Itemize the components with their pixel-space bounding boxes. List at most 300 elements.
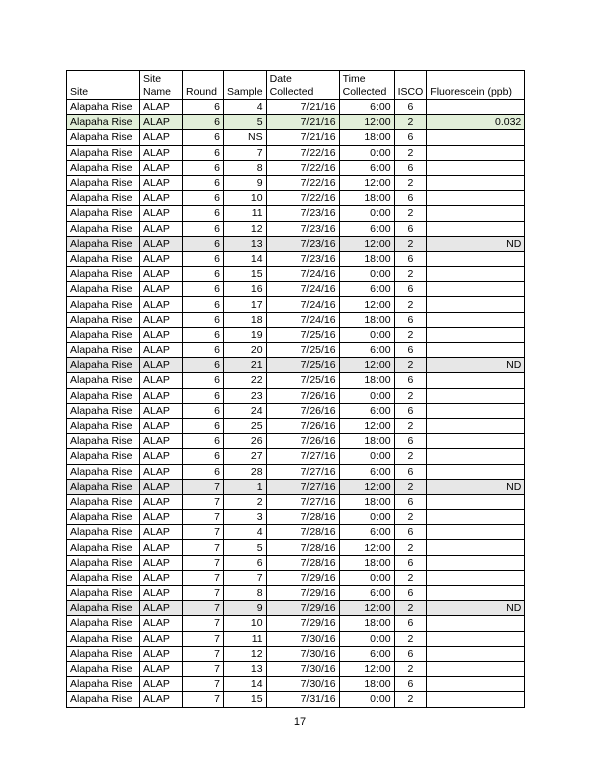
cell-fluorescein: [427, 191, 525, 206]
cell-site: Alapaha Rise: [67, 282, 140, 297]
cell-time: 0:00: [339, 631, 394, 646]
cell-isco: 2: [394, 570, 427, 585]
cell-fluorescein: [427, 251, 525, 266]
cell-sample: 28: [224, 464, 267, 479]
header-sample: Sample: [224, 71, 267, 100]
cell-site-name: ALAP: [140, 115, 183, 130]
table-row: [67, 297, 525, 312]
page-number: 17: [293, 716, 307, 728]
cell-time: 6:00: [339, 100, 394, 115]
cell-site: Alapaha Rise: [67, 434, 140, 449]
cell-site: Alapaha Rise: [67, 479, 140, 494]
cell-isco: 6: [394, 312, 427, 327]
cell-sample: 27: [224, 449, 267, 464]
cell-round: 6: [183, 327, 224, 342]
cell-round: 7: [183, 570, 224, 585]
cell-sample: 18: [224, 312, 267, 327]
cell-fluorescein: [427, 434, 525, 449]
cell-site-name: ALAP: [140, 464, 183, 479]
cell-sample: 19: [224, 327, 267, 342]
cell-time: 18:00: [339, 251, 394, 266]
cell-isco: 6: [394, 160, 427, 175]
cell-isco: 2: [394, 540, 427, 555]
table-row: [67, 267, 525, 282]
table-row: [67, 434, 525, 449]
cell-round: 7: [183, 601, 224, 616]
cell-site-name: ALAP: [140, 631, 183, 646]
cell-site: Alapaha Rise: [67, 418, 140, 433]
cell-fluorescein: [427, 586, 525, 601]
cell-round: 6: [183, 343, 224, 358]
cell-round: 6: [183, 373, 224, 388]
cell-site: Alapaha Rise: [67, 267, 140, 282]
cell-fluorescein: ND: [427, 601, 525, 616]
cell-fluorescein: [427, 388, 525, 403]
cell-round: 6: [183, 175, 224, 190]
cell-time: 0:00: [339, 145, 394, 160]
cell-date: 7/31/16: [266, 692, 339, 707]
cell-site-name: ALAP: [140, 525, 183, 540]
cell-isco: 6: [394, 191, 427, 206]
cell-isco: 2: [394, 358, 427, 373]
cell-round: 6: [183, 130, 224, 145]
table-row: [67, 677, 525, 692]
cell-sample: 9: [224, 175, 267, 190]
cell-fluorescein: [427, 343, 525, 358]
header-round: Round: [183, 71, 224, 100]
cell-sample: 21: [224, 358, 267, 373]
cell-date: 7/28/16: [266, 555, 339, 570]
cell-isco: 2: [394, 601, 427, 616]
table-row: [67, 373, 525, 388]
cell-isco: 6: [394, 677, 427, 692]
cell-date: 7/29/16: [266, 570, 339, 585]
cell-site-name: ALAP: [140, 418, 183, 433]
cell-site: Alapaha Rise: [67, 236, 140, 251]
cell-site-name: ALAP: [140, 601, 183, 616]
cell-isco: 6: [394, 373, 427, 388]
cell-sample: 3: [224, 510, 267, 525]
cell-site: Alapaha Rise: [67, 692, 140, 707]
cell-site-name: ALAP: [140, 343, 183, 358]
cell-time: 0:00: [339, 327, 394, 342]
cell-site-name: ALAP: [140, 616, 183, 631]
cell-sample: 7: [224, 145, 267, 160]
cell-date: 7/22/16: [266, 175, 339, 190]
cell-sample: 22: [224, 373, 267, 388]
cell-round: 7: [183, 692, 224, 707]
cell-sample: 8: [224, 586, 267, 601]
cell-round: 6: [183, 115, 224, 130]
cell-site-name: ALAP: [140, 586, 183, 601]
cell-date: 7/23/16: [266, 221, 339, 236]
table-row: [67, 403, 525, 418]
cell-round: 6: [183, 434, 224, 449]
cell-site: Alapaha Rise: [67, 601, 140, 616]
cell-fluorescein: [427, 130, 525, 145]
cell-round: 7: [183, 586, 224, 601]
cell-round: 6: [183, 191, 224, 206]
cell-sample: 13: [224, 236, 267, 251]
cell-time: 6:00: [339, 221, 394, 236]
cell-date: 7/29/16: [266, 586, 339, 601]
cell-round: 6: [183, 221, 224, 236]
cell-date: 7/27/16: [266, 464, 339, 479]
cell-time: 0:00: [339, 449, 394, 464]
data-table: [66, 70, 525, 708]
cell-time: 0:00: [339, 206, 394, 221]
cell-date: 7/26/16: [266, 434, 339, 449]
cell-date: 7/30/16: [266, 646, 339, 661]
cell-site: Alapaha Rise: [67, 510, 140, 525]
cell-site: Alapaha Rise: [67, 206, 140, 221]
cell-date: 7/21/16: [266, 130, 339, 145]
cell-sample: 11: [224, 206, 267, 221]
cell-time: 6:00: [339, 403, 394, 418]
cell-site: Alapaha Rise: [67, 175, 140, 190]
cell-site-name: ALAP: [140, 251, 183, 266]
cell-round: 7: [183, 494, 224, 509]
table-row: [67, 312, 525, 327]
cell-sample: 12: [224, 646, 267, 661]
cell-sample: 17: [224, 297, 267, 312]
table-row: [67, 251, 525, 266]
cell-round: 6: [183, 251, 224, 266]
cell-fluorescein: [427, 449, 525, 464]
table-row: [67, 221, 525, 236]
cell-site-name: ALAP: [140, 449, 183, 464]
cell-fluorescein: [427, 510, 525, 525]
cell-sample: 15: [224, 692, 267, 707]
cell-fluorescein: [427, 418, 525, 433]
cell-date: 7/28/16: [266, 510, 339, 525]
cell-round: 7: [183, 479, 224, 494]
cell-isco: 2: [394, 510, 427, 525]
table-row: [67, 555, 525, 570]
cell-site: Alapaha Rise: [67, 464, 140, 479]
cell-isco: 2: [394, 297, 427, 312]
table-row: [67, 449, 525, 464]
table-row: [67, 631, 525, 646]
cell-time: 12:00: [339, 418, 394, 433]
cell-sample: 5: [224, 540, 267, 555]
cell-round: 7: [183, 616, 224, 631]
cell-round: 6: [183, 388, 224, 403]
cell-time: 18:00: [339, 616, 394, 631]
cell-time: 6:00: [339, 525, 394, 540]
cell-site-name: ALAP: [140, 692, 183, 707]
cell-round: 7: [183, 646, 224, 661]
header-time-collected: Time Collected: [339, 71, 394, 100]
cell-time: 12:00: [339, 358, 394, 373]
cell-site-name: ALAP: [140, 312, 183, 327]
cell-site-name: ALAP: [140, 160, 183, 175]
cell-site: Alapaha Rise: [67, 586, 140, 601]
cell-date: 7/23/16: [266, 236, 339, 251]
cell-isco: 6: [394, 221, 427, 236]
cell-site: Alapaha Rise: [67, 312, 140, 327]
cell-site-name: ALAP: [140, 175, 183, 190]
cell-fluorescein: [427, 221, 525, 236]
cell-date: 7/22/16: [266, 191, 339, 206]
cell-fluorescein: [427, 616, 525, 631]
cell-isco: 6: [394, 464, 427, 479]
header-fluorescein: Fluorescein (ppb): [427, 71, 525, 100]
cell-sample: 5: [224, 115, 267, 130]
cell-date: 7/21/16: [266, 115, 339, 130]
cell-sample: 23: [224, 388, 267, 403]
header-site: Site: [67, 71, 140, 100]
table-row: [67, 494, 525, 509]
cell-date: 7/25/16: [266, 358, 339, 373]
cell-sample: 26: [224, 434, 267, 449]
cell-sample: 14: [224, 677, 267, 692]
cell-fluorescein: [427, 206, 525, 221]
cell-isco: 2: [394, 236, 427, 251]
cell-isco: 2: [394, 175, 427, 190]
table-row: [67, 130, 525, 145]
cell-site-name: ALAP: [140, 403, 183, 418]
cell-isco: 2: [394, 145, 427, 160]
cell-time: 0:00: [339, 267, 394, 282]
cell-site: Alapaha Rise: [67, 388, 140, 403]
cell-site: Alapaha Rise: [67, 403, 140, 418]
cell-isco: 6: [394, 251, 427, 266]
cell-site: Alapaha Rise: [67, 191, 140, 206]
cell-round: 6: [183, 358, 224, 373]
cell-isco: 2: [394, 631, 427, 646]
cell-sample: 25: [224, 418, 267, 433]
cell-site: Alapaha Rise: [67, 160, 140, 175]
cell-isco: 2: [394, 388, 427, 403]
cell-time: 6:00: [339, 586, 394, 601]
cell-time: 0:00: [339, 570, 394, 585]
cell-date: 7/25/16: [266, 343, 339, 358]
cell-isco: 6: [394, 100, 427, 115]
table-row: [67, 601, 525, 616]
cell-site: Alapaha Rise: [67, 631, 140, 646]
cell-sample: 10: [224, 191, 267, 206]
table-row: [67, 464, 525, 479]
cell-isco: 6: [394, 646, 427, 661]
cell-sample: 13: [224, 661, 267, 676]
cell-site-name: ALAP: [140, 191, 183, 206]
cell-time: 12:00: [339, 661, 394, 676]
cell-site: Alapaha Rise: [67, 646, 140, 661]
cell-sample: 6: [224, 555, 267, 570]
cell-site-name: ALAP: [140, 677, 183, 692]
cell-site-name: ALAP: [140, 646, 183, 661]
cell-sample: NS: [224, 130, 267, 145]
cell-date: 7/24/16: [266, 282, 339, 297]
table-body: [67, 100, 525, 708]
cell-sample: 4: [224, 100, 267, 115]
cell-site-name: ALAP: [140, 555, 183, 570]
cell-round: 7: [183, 661, 224, 676]
cell-round: 6: [183, 403, 224, 418]
table-row: [67, 175, 525, 190]
cell-isco: 6: [394, 403, 427, 418]
cell-date: 7/24/16: [266, 267, 339, 282]
cell-fluorescein: [427, 297, 525, 312]
cell-time: 6:00: [339, 160, 394, 175]
cell-site-name: ALAP: [140, 327, 183, 342]
cell-fluorescein: ND: [427, 358, 525, 373]
cell-site-name: ALAP: [140, 388, 183, 403]
cell-round: 6: [183, 297, 224, 312]
cell-date: 7/29/16: [266, 601, 339, 616]
cell-isco: 6: [394, 494, 427, 509]
cell-fluorescein: [427, 100, 525, 115]
cell-time: 6:00: [339, 282, 394, 297]
table-row: [67, 570, 525, 585]
cell-sample: 2: [224, 494, 267, 509]
cell-fluorescein: 0.032: [427, 115, 525, 130]
cell-sample: 24: [224, 403, 267, 418]
cell-isco: 2: [394, 115, 427, 130]
cell-site: Alapaha Rise: [67, 570, 140, 585]
cell-time: 18:00: [339, 130, 394, 145]
cell-fluorescein: [427, 175, 525, 190]
cell-sample: 8: [224, 160, 267, 175]
cell-sample: 11: [224, 631, 267, 646]
cell-site-name: ALAP: [140, 479, 183, 494]
cell-date: 7/27/16: [266, 449, 339, 464]
cell-fluorescein: [427, 282, 525, 297]
cell-date: 7/30/16: [266, 677, 339, 692]
cell-date: 7/21/16: [266, 100, 339, 115]
table-row: [67, 115, 525, 130]
table-row: [67, 388, 525, 403]
cell-isco: 6: [394, 616, 427, 631]
cell-time: 12:00: [339, 175, 394, 190]
cell-fluorescein: [427, 631, 525, 646]
cell-date: 7/26/16: [266, 403, 339, 418]
table-row: [67, 343, 525, 358]
cell-isco: 2: [394, 418, 427, 433]
cell-date: 7/27/16: [266, 494, 339, 509]
cell-time: 18:00: [339, 494, 394, 509]
cell-site: Alapaha Rise: [67, 358, 140, 373]
cell-site-name: ALAP: [140, 100, 183, 115]
cell-site: Alapaha Rise: [67, 130, 140, 145]
table-row: [67, 479, 525, 494]
cell-sample: 12: [224, 221, 267, 236]
cell-fluorescein: [427, 646, 525, 661]
cell-time: 12:00: [339, 115, 394, 130]
cell-site-name: ALAP: [140, 236, 183, 251]
cell-time: 12:00: [339, 601, 394, 616]
header-row: [67, 71, 525, 100]
cell-date: 7/26/16: [266, 388, 339, 403]
cell-round: 7: [183, 510, 224, 525]
cell-fluorescein: [427, 373, 525, 388]
cell-site: Alapaha Rise: [67, 616, 140, 631]
table-row: [67, 586, 525, 601]
cell-time: 6:00: [339, 464, 394, 479]
cell-sample: 7: [224, 570, 267, 585]
cell-site: Alapaha Rise: [67, 661, 140, 676]
cell-fluorescein: [427, 555, 525, 570]
cell-round: 6: [183, 100, 224, 115]
cell-date: 7/28/16: [266, 540, 339, 555]
cell-fluorescein: [427, 327, 525, 342]
cell-round: 6: [183, 449, 224, 464]
table-row: [67, 661, 525, 676]
cell-site: Alapaha Rise: [67, 221, 140, 236]
header-date-collected: Date Collected: [266, 71, 339, 100]
cell-isco: 6: [394, 586, 427, 601]
table-row: [67, 282, 525, 297]
cell-site-name: ALAP: [140, 434, 183, 449]
cell-time: 12:00: [339, 479, 394, 494]
cell-round: 7: [183, 677, 224, 692]
cell-fluorescein: [427, 677, 525, 692]
cell-fluorescein: [427, 494, 525, 509]
table-row: [67, 510, 525, 525]
cell-site: Alapaha Rise: [67, 115, 140, 130]
cell-site-name: ALAP: [140, 297, 183, 312]
cell-date: 7/24/16: [266, 312, 339, 327]
cell-sample: 16: [224, 282, 267, 297]
cell-site-name: ALAP: [140, 267, 183, 282]
cell-round: 7: [183, 525, 224, 540]
cell-site-name: ALAP: [140, 510, 183, 525]
cell-fluorescein: [427, 403, 525, 418]
cell-fluorescein: [427, 692, 525, 707]
cell-isco: 6: [394, 525, 427, 540]
cell-site: Alapaha Rise: [67, 373, 140, 388]
cell-round: 6: [183, 464, 224, 479]
table-row: [67, 145, 525, 160]
cell-site-name: ALAP: [140, 206, 183, 221]
cell-site: Alapaha Rise: [67, 251, 140, 266]
table-row: [67, 692, 525, 707]
cell-site-name: ALAP: [140, 540, 183, 555]
cell-site-name: ALAP: [140, 358, 183, 373]
cell-site-name: ALAP: [140, 494, 183, 509]
cell-site: Alapaha Rise: [67, 100, 140, 115]
table-row: [67, 358, 525, 373]
cell-isco: 6: [394, 434, 427, 449]
header-isco: ISCO: [394, 71, 427, 100]
table-row: [67, 327, 525, 342]
cell-round: 6: [183, 236, 224, 251]
cell-round: 6: [183, 206, 224, 221]
cell-time: 12:00: [339, 236, 394, 251]
cell-isco: 2: [394, 661, 427, 676]
cell-sample: 9: [224, 601, 267, 616]
cell-date: 7/25/16: [266, 373, 339, 388]
cell-time: 18:00: [339, 677, 394, 692]
cell-site: Alapaha Rise: [67, 297, 140, 312]
cell-site: Alapaha Rise: [67, 525, 140, 540]
cell-round: 7: [183, 631, 224, 646]
cell-round: 6: [183, 267, 224, 282]
cell-round: 6: [183, 282, 224, 297]
cell-fluorescein: [427, 267, 525, 282]
cell-site-name: ALAP: [140, 221, 183, 236]
cell-date: 7/22/16: [266, 145, 339, 160]
cell-round: 7: [183, 540, 224, 555]
cell-site-name: ALAP: [140, 570, 183, 585]
cell-date: 7/23/16: [266, 206, 339, 221]
cell-site: Alapaha Rise: [67, 494, 140, 509]
cell-site-name: ALAP: [140, 282, 183, 297]
cell-time: 18:00: [339, 555, 394, 570]
cell-fluorescein: [427, 570, 525, 585]
cell-site: Alapaha Rise: [67, 555, 140, 570]
